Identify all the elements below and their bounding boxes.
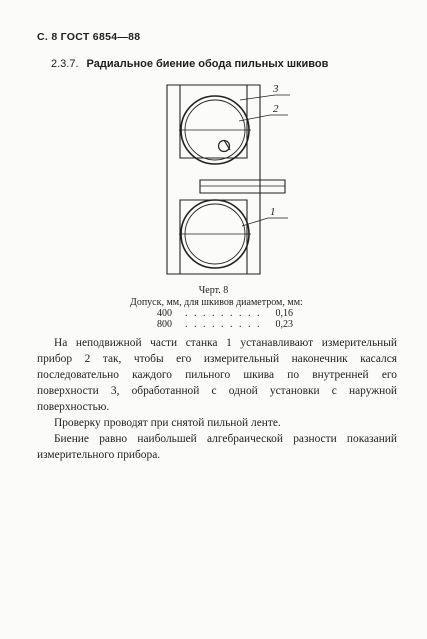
page-header: С. 8 ГОСТ 6854—88: [37, 31, 141, 43]
body-text: [37, 335, 397, 463]
paragraph: Проверку проводят при снятой пильной ленте.: [54, 417, 281, 429]
label-2: 2: [273, 103, 279, 115]
tolerance-diameter: 800: [157, 319, 172, 330]
tolerance-row: [157, 308, 293, 319]
tolerance-header: Допуск, мм, для шкивов диаметром, мм:: [130, 297, 303, 308]
paragraph: Биение равно наибольшей алгебраической разности показаний измерительного прибора.: [37, 433, 397, 461]
tolerance-value: 0,16: [275, 308, 293, 319]
section-heading: [51, 58, 328, 70]
label-3: 3: [273, 83, 279, 95]
tolerance-leader-dots: . . . . . . . . .: [185, 319, 262, 330]
technical-drawing: [160, 78, 295, 278]
leader-line-1: [242, 218, 288, 226]
section-title: Радиальное биение обода пильных шкивов: [86, 58, 329, 70]
section-number: 2.3.7.: [51, 58, 79, 70]
label-1: 1: [270, 206, 276, 218]
indicator-bracket: [200, 180, 285, 193]
tolerance-diameter: 400: [157, 308, 172, 319]
figure-caption: Черт. 8: [198, 285, 229, 296]
tolerance-value: 0,23: [275, 319, 293, 330]
tolerance-row: [157, 319, 293, 330]
tolerance-leader-dots: . . . . . . . . .: [185, 308, 262, 319]
paragraph: На неподвижной части станка 1 устанавливают измерительный прибор 2 так, чтобы его измерительный наконечник касался последовательно каждого пильного шкива по внутренней его поверхности 3, обработанной с одной установки с наружной поверхностью.: [37, 337, 397, 413]
